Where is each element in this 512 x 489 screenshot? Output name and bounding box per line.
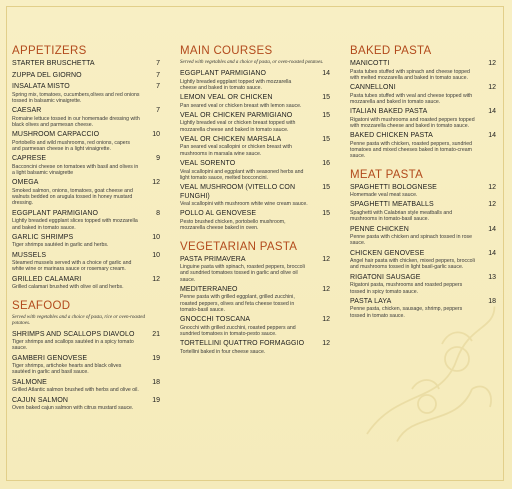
- menu-item-price: 8: [156, 209, 160, 217]
- menu-item-description: Spaghetti with Calabrian style meatballs and mushrooms in tomato-basil sauce.: [350, 209, 453, 223]
- menu-item-name: MUSHROOM CARPACCIO: [12, 131, 100, 139]
- menu-item-price: 12: [322, 285, 330, 293]
- menu-item-description: Linguine pasta with spinach, roasted peppers, broccoli and sundried tomatoes tossed in garlic and olive oil sauce.: [180, 264, 305, 283]
- menu-item: [350, 84, 496, 105]
- menu-item-name: LEMON VEAL OR CHICKEN: [180, 94, 273, 102]
- menu-item-name: VEAL OR CHICKEN PARMIGIANO: [180, 111, 293, 119]
- section-title: BAKED PASTA: [350, 45, 432, 57]
- menu-item-price: 18: [152, 378, 160, 386]
- menu-item-row: [350, 201, 496, 210]
- menu-item-name: PASTA PRIMAVERA: [180, 255, 246, 263]
- menu-item-price: 12: [152, 275, 160, 283]
- menu-item: [12, 276, 160, 291]
- seafood-list: [12, 331, 160, 412]
- menu-item-description: Bacconcini cheese on tomatoes with basil and olives in a light balsamic vinaigrette: [12, 163, 139, 177]
- menu-item-row: [180, 112, 330, 121]
- section-appetizers: [12, 45, 160, 291]
- menu-item-description: Grilled calamari brushed with olive oil and herbs.: [12, 284, 124, 291]
- menu-item-row: [12, 131, 160, 140]
- menu-item-description: Homemade veal meat sauce.: [350, 192, 418, 199]
- menu-item-description: Pan seared veal or chicken breast with lemon sauce.: [180, 102, 302, 109]
- menu-item-price: 10: [152, 131, 160, 139]
- menu-item-description: Rigatoni pasta, mushrooms and roasted peppers tossed in spicy tomato sauce.: [350, 282, 463, 295]
- menu-item: [12, 379, 160, 394]
- menu-item: [12, 210, 160, 231]
- menu-item-description: Pan seared veal scallopini or chicken breast with mushrooms in marsala wine sauce.: [180, 144, 292, 157]
- menu-item-price: 21: [152, 330, 160, 338]
- menu-item-description: Rigatoni with mushrooms and roasted peppers topped with mozzarella cheese and baked in tomato sauce.: [350, 116, 475, 129]
- menu-item-name: ITALIAN BAKED PASTA: [350, 108, 428, 116]
- menu-item-price: 15: [322, 184, 330, 192]
- menu-item-description: Tiger shrimps sautéed in garlic and herbs.: [12, 242, 109, 249]
- menu-item: [12, 72, 160, 81]
- menu-item-name: MANICOTTI: [350, 60, 390, 67]
- section-title: MAIN COURSES: [180, 45, 273, 57]
- menu-item-description: Veal scallopini with mushroom white wine cream sauce.: [180, 201, 308, 208]
- menu-item-name: PASTA LAYA: [350, 297, 392, 305]
- menu-item-name: CAPRESE: [12, 155, 47, 163]
- menu-item-price: 15: [322, 94, 330, 102]
- menu-item: [12, 355, 160, 376]
- menu-item: [350, 184, 496, 199]
- menu-item-name: CANNELLONI: [350, 84, 396, 92]
- menu-item: [180, 340, 330, 355]
- menu-item: [12, 107, 160, 128]
- menu-item-name: OMEGA: [12, 179, 39, 187]
- menu-item: [180, 160, 330, 181]
- menu-item-price: 7: [156, 71, 160, 79]
- menu-item: [350, 201, 496, 222]
- menu-item-price: 18: [488, 297, 496, 305]
- menu-item-name: SALMONE: [12, 378, 47, 386]
- menu-item-row: [350, 226, 496, 235]
- menu-item-row: [350, 274, 496, 283]
- menu-item-price: 15: [322, 135, 330, 143]
- meat-pasta-list: [350, 184, 496, 319]
- menu-item-row: [180, 286, 330, 295]
- menu-item-name: ZUPPA DEL GIORNO: [12, 71, 82, 79]
- menu-item-row: [180, 136, 330, 145]
- menu-item-description: Lightly breaded veal or chicken breast topped with mozzarella cheese and baked in tomato sauce.: [180, 120, 296, 133]
- column-right: [350, 45, 496, 322]
- menu-item-description: Tiger shrimps and scallops sautéed in a spicy tomato sauce.: [12, 339, 134, 352]
- menu-item-row: [180, 184, 330, 201]
- section-title: APPETIZERS: [12, 45, 87, 57]
- menu-item-name: EGGPLANT PARMIGIANO: [12, 209, 99, 217]
- menu-item-description: Penne pasta with grilled eggplant, grilled zucchini, roasted peppers, olives and feta cheese tossed in tomato-basil sauce.: [180, 294, 295, 314]
- section-seafood: [12, 300, 160, 412]
- menu-item-description: Lightly breaded eggplant topped with mozzarella cheese and baked in tomato sauce.: [180, 78, 292, 91]
- menu-item-price: 7: [156, 60, 160, 67]
- menu-item-row: [12, 83, 160, 92]
- menu-item-description: Spring mix, tomatoes, cucumbers,olives and red onions tossed in balsamic vinaigrette.: [12, 91, 140, 104]
- section-baked-pasta: [350, 45, 496, 160]
- menu-item-price: 7: [156, 83, 160, 90]
- menu-item-price: 13: [488, 273, 496, 281]
- menu-item-name: GNOCCHI TOSCANA: [180, 316, 251, 324]
- menu-item-name: SPAGHETTI BOLOGNESE: [350, 183, 437, 191]
- section-title: MEAT PASTA: [350, 168, 424, 181]
- menu-item: [12, 179, 160, 206]
- menu-item-row: [350, 250, 496, 259]
- menu-item-price: 15: [322, 210, 330, 218]
- menu-item-price: 12: [488, 201, 496, 209]
- menu-item-price: 12: [488, 84, 496, 92]
- menu-item-row: [12, 252, 160, 261]
- menu-item-row: [12, 379, 160, 388]
- menu-item-price: 12: [322, 316, 330, 324]
- menu-item-name: EGGPLANT PARMIGIANO: [180, 70, 267, 77]
- section-title: VEGETARIAN PASTA: [180, 240, 298, 253]
- menu-item-price: 10: [152, 251, 160, 259]
- menu-item-price: 12: [322, 340, 330, 348]
- menu-item-name: VEAL MUSHROOM (VITELLO CON FUNGHI): [180, 184, 296, 200]
- menu-item-description: Tortellini baked in four cheese sauce.: [180, 348, 266, 355]
- menu-item-price: 14: [488, 249, 496, 257]
- menu-item-description: Pasta tubes stuffed with spinach and cheese topped with melted mozzarella and baked in tomato sauce.: [350, 68, 470, 81]
- menu-item-row: [12, 210, 160, 219]
- menu-item-row: [12, 179, 160, 188]
- menu-item-row: [180, 340, 330, 349]
- appetizers-list: [12, 60, 160, 291]
- menu-item-name: POLLO AL GENOVESE: [180, 210, 257, 218]
- menu-item-row: [12, 155, 160, 164]
- menu-item-row: [180, 160, 330, 169]
- menu-item-description: Portobello and wild mushrooms, red onions, capers and parmesan cheese in a light vinaigrette.: [12, 139, 130, 152]
- section-meat-pasta: [350, 169, 496, 319]
- menu-item: [350, 250, 496, 271]
- menu-item: [12, 252, 160, 273]
- menu-item-row: [12, 72, 160, 81]
- menu-item-description: Smoked salmon, onions, tomatoes, goat cheese and walnuts bedded on arugula tossed in honey mustard dressing.: [12, 187, 133, 207]
- section-note: Served with vegetables and a choice of pasta, rice or oven-roasted potatoes.: [12, 314, 145, 326]
- menu-item-row: [350, 132, 496, 141]
- menu-item-price: 10: [152, 233, 160, 241]
- menu-item-name: TORTELLINI QUATTRO FORMAGGIO: [180, 340, 305, 348]
- menu-item-row: [180, 94, 330, 103]
- menu-item: [12, 397, 160, 412]
- menu-item-price: 12: [488, 183, 496, 191]
- menu-item: [350, 108, 496, 129]
- menu-item-description: Veal scallopini and eggplant with seasoned herbs and light tomato sauce, melted bocconcini.: [180, 168, 304, 181]
- menu-item-name: GAMBERI GENOVESE: [12, 354, 88, 362]
- menu-item-name: INSALATA MISTO: [12, 83, 70, 90]
- menu-item-row: [350, 108, 496, 117]
- section-main-courses: [180, 45, 330, 232]
- menu-item-description: Pasta tubes stuffed with veal and cheese topped with mozzarella and baked in tomato sauce.: [350, 92, 473, 105]
- menu-item: [12, 331, 160, 352]
- menu-item-price: 19: [152, 354, 160, 362]
- menu-item: [12, 83, 160, 104]
- menu-item: [180, 210, 330, 231]
- column-middle: [180, 45, 330, 358]
- menu-item-description: Penne pasta with chicken and spinach tossed in rose sauce.: [350, 234, 472, 247]
- menu-item-price: 12: [322, 255, 330, 263]
- menu-item-description: Pesto brushed chicken, portobello mushroom, mozzarella cheese baked in oven.: [180, 218, 286, 232]
- menu-item-row: [350, 184, 496, 193]
- menu-item-description: Angel hair pasta with chicken, mixed peppers, broccoli and mushrooms tossed in light basil-garlic sauce.: [350, 258, 475, 271]
- menu-item-description: Oven baked cajun salmon with citrus mustard sauce.: [12, 405, 134, 412]
- menu-item-row: [12, 107, 160, 116]
- menu-item: [180, 184, 330, 207]
- menu-item-description: Lightly breaded eggplant slices topped with mozzarella and baked in tomato sauce.: [12, 218, 138, 231]
- menu-item: [180, 94, 330, 109]
- section-vegetarian-pasta: [180, 241, 330, 356]
- menu-item-row: [180, 256, 330, 265]
- main-courses-list: [180, 70, 330, 232]
- menu-item-name: STARTER BRUSCHETTA: [12, 60, 95, 67]
- menu-item: [350, 132, 496, 159]
- menu-item-row: [350, 84, 496, 93]
- menu-item-price: 15: [322, 111, 330, 119]
- menu-item-price: 14: [488, 108, 496, 116]
- menu-item-name: VEAL SORENTO: [180, 160, 236, 168]
- menu-item-name: GARLIC SHRIMPS: [12, 233, 74, 241]
- menu-item-row: [350, 60, 496, 69]
- menu-item-name: CAESAR: [12, 107, 42, 115]
- menu-item-price: 19: [152, 396, 160, 404]
- menu-item-name: SPAGHETTI MEATBALLS: [350, 201, 434, 209]
- menu-item-row: [12, 234, 160, 243]
- menu-item: [180, 112, 330, 133]
- menu-item-row: [12, 355, 160, 364]
- menu-item-row: [12, 331, 160, 340]
- menu-item: [350, 60, 496, 81]
- menu-item-price: 14: [322, 70, 330, 77]
- menu-item-price: 14: [488, 132, 496, 140]
- menu-item: [180, 286, 330, 313]
- menu-item: [180, 70, 330, 91]
- menu-item: [350, 274, 496, 295]
- menu-item-row: [180, 210, 330, 219]
- section-note: Served with vegetables and a choice of pasta, or oven-roasted potatoes.: [180, 60, 324, 65]
- vegetarian-pasta-list: [180, 256, 330, 356]
- menu-item-description: Romaine lettuce tossed in our homemade dressing with black olives and parmesan cheese.: [12, 115, 140, 128]
- menu-item-row: [180, 70, 330, 79]
- menu-item: [12, 234, 160, 249]
- menu-item-name: CHICKEN GENOVESE: [350, 249, 425, 257]
- menu-item-price: 12: [152, 179, 160, 187]
- menu-item-description: Tiger shrimps, artichoke hearts and black olives sautéed in garlic and basil sauce.: [12, 363, 122, 376]
- menu-item-row: [350, 298, 496, 307]
- menu-item-price: 12: [488, 60, 496, 67]
- menu-item-description: Penne pasta, chicken, sausage, shrimp, peppers tossed in tomato sauce.: [350, 306, 463, 319]
- menu-item-name: CAJUN SALMON: [12, 396, 69, 404]
- menu-item-name: GRILLED CALAMARI: [12, 275, 82, 283]
- menu-item: [180, 256, 330, 283]
- section-title: SEAFOOD: [12, 299, 71, 312]
- menu-item-name: SHRIMPS AND SCALLOPS DIAVOLO: [12, 330, 135, 338]
- menu-item-description: Steamed mussels served with a choice of garlic and white wine or marinara sauce or rosemary cream.: [12, 260, 132, 273]
- menu-item-description: Gnocchi with grilled zucchini, roasted peppers and sundried tomatoes in tomato-pesto sauce.: [180, 324, 296, 338]
- menu-item: [180, 316, 330, 337]
- menu-item-name: BAKED CHICKEN PASTA: [350, 132, 433, 140]
- menu-item: [180, 136, 330, 157]
- menu-item-name: MUSSELS: [12, 251, 47, 259]
- menu-item: [12, 131, 160, 152]
- menu-item-price: 7: [156, 107, 160, 115]
- menu-item: [12, 155, 160, 176]
- menu-item-name: PENNE CHICKEN: [350, 225, 409, 233]
- menu-item-price: 9: [156, 155, 160, 163]
- column-left: [12, 45, 160, 414]
- menu-item-row: [12, 276, 160, 285]
- menu-item-price: 16: [322, 160, 330, 168]
- menu-item: [350, 226, 496, 247]
- menu-item-name: RIGATONI SAUSAGE: [350, 273, 421, 281]
- menu-item-description: Penne pasta with chicken, roasted peppers, sundried tomatoes and mixed cheeses baked in tomato-cream sauce.: [350, 140, 472, 160]
- menu-item-name: VEAL OR CHICKEN MARSALA: [180, 135, 282, 143]
- menu-item-price: 14: [488, 225, 496, 233]
- menu-item-name: MEDITERRANEO: [180, 285, 238, 293]
- menu-item-row: [12, 60, 160, 69]
- menu-item: [12, 60, 160, 69]
- menu-item-row: [12, 397, 160, 406]
- menu-item-description: Grilled Atlantic salmon brushed with herbs and olive oil.: [12, 387, 139, 394]
- menu-item-row: [180, 316, 330, 325]
- baked-pasta-list: [350, 60, 496, 160]
- menu-item: [350, 298, 496, 319]
